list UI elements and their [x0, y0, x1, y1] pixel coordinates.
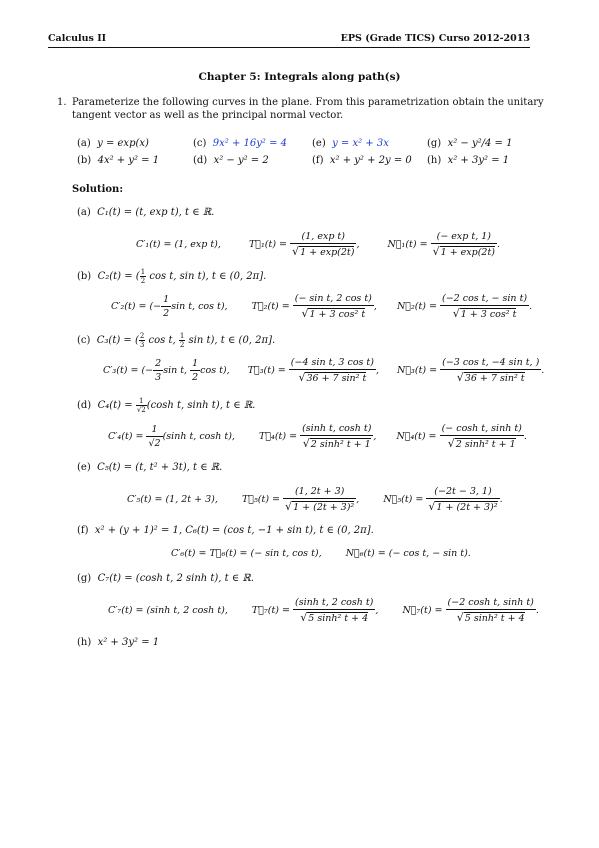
normal-fraction	[426, 486, 499, 513]
tangent-fraction	[300, 423, 373, 450]
solution-c-equations: C′₃(t) = (− $\frac{2}{3}$ sin t, $\frac{1}{2}$ cos t), T⃗₃(t) = $\frac{\text{(−4 sin t, 3 cos t)}}{\text{√36 + 7 sin² t}}$ , N⃗₃(t) = $\frac{\text{(−3 cos t, −4 sin t, )}}{\text{√36 + 7 sin² t}}$ .	[103, 357, 545, 384]
normal-lhs: N⃗₄(t) =	[396, 431, 437, 442]
sqrt-icon: √	[285, 500, 293, 513]
derivative-expr: C′₇(t) = (sinh t, 2 cosh t),	[108, 605, 228, 616]
sqrt-icon: √	[456, 611, 464, 624]
fraction-denominator: 1 + 3 cos² t	[309, 309, 366, 320]
exercise-statement-line2: tangent vector as well as the principal normal vector.	[72, 110, 344, 121]
fraction-denominator: 1 + (2t + 3)²	[293, 502, 355, 513]
fraction-numerator: (− exp t, 1)	[431, 231, 497, 244]
header-rule	[48, 47, 530, 48]
solution-b-equations: C′₂(t) = (− $\frac{1}{2}$ sin t, cos t), T⃗₂(t) = $\frac{\text{(− sin t, 2 cos t)}}{\text{√1 + 3 cos² t}}$ , N⃗₂(t) = $\frac{\text{(−2 cos t, − sin t)}}{\text{√1 + 3 cos² t}}$ .	[111, 293, 533, 320]
param-expr: (cosh t, sinh t), t ∈ ℝ.	[146, 400, 256, 411]
fraction-denominator: 1 + (2t + 3)²	[436, 502, 498, 513]
derivative-expr: (sinh t, cosh t),	[162, 431, 235, 442]
normal-fraction	[440, 357, 541, 384]
param-expr: C₅(t) = (t, t² + 3t), t ∈ ℝ.	[97, 462, 223, 473]
fraction-denominator: 36 + 7 sin² t	[464, 373, 525, 384]
sqrt-icon: √	[447, 437, 455, 450]
fraction-numerator: (sinh t, 2 cosh t)	[295, 597, 374, 608]
fraction-denominator: 5 sinh² t + 4	[308, 613, 369, 624]
tangent-expr: C′₆(t) = T⃗₆(t) = (− sin t, cos t),	[171, 548, 322, 559]
solution-b-param	[77, 268, 266, 285]
item-expr: x² − y²/4 = 1	[447, 138, 513, 149]
param-expr: sin t), t ∈ (0, 2π].	[188, 335, 276, 346]
sqrt-icon: √	[452, 307, 460, 320]
tangent-lhs: T⃗₅(t) =	[241, 494, 281, 505]
item-b	[77, 155, 159, 166]
param-expr: C₇(t) = (cosh t, 2 sinh t), t ∈ ℝ.	[97, 573, 254, 584]
fraction-denominator: 36 + 7 sin² t	[306, 373, 367, 384]
param-expr: C₁(t) = (t, exp t), t ∈ ℝ.	[97, 207, 215, 218]
fraction-numerator: (− sin t, 2 cos t)	[294, 293, 372, 304]
page-title: Chapter 5: Integrals along path(s)	[198, 71, 401, 83]
fraction-denominator: 1 + 3 cos² t	[460, 309, 517, 320]
tangent-lhs: T⃗₁(t) =	[248, 239, 288, 250]
derivative-prefix: C′₄(t) =	[108, 431, 144, 442]
item-expr: x² + y² + 2y = 0	[329, 155, 412, 166]
derivative-expr: C′₅(t) = (1, 2t + 3),	[127, 494, 218, 505]
two-thirds-fraction: $\frac{2}{3}$	[155, 358, 162, 383]
solution-c-param	[77, 332, 275, 349]
item-expr: y = exp(x)	[97, 138, 149, 149]
derivative-prefix: C′₂(t) = (−	[111, 301, 162, 312]
normal-fraction	[446, 597, 536, 624]
solution-g-param	[77, 573, 254, 584]
half-fraction: $\frac{1}{2}$	[192, 358, 199, 383]
solution-a-equations: C′₁(t) = (1, exp t), T⃗₁(t) = $\frac{\text{(1, exp t)}}{√1 + \exp(2t)}$ , N⃗₁(t) = $\frac{\text{(− exp t, 1)}}{√1 + \exp(2t)}$ .	[136, 231, 501, 258]
solution-label: (c)	[77, 335, 91, 346]
fraction-denominator: 2 sinh² t + 1	[455, 439, 516, 450]
solution-e-param	[77, 462, 222, 473]
item-label: (a)	[77, 138, 91, 149]
derivative-mid: sin t,	[163, 365, 188, 376]
solution-g-equations: C′₇(t) = (sinh t, 2 cosh t), T⃗₇(t) = $\frac{\text{(sinh t, 2 cosh t)}}{\text{√5 sinh² t + 4}}$ , N⃗₇(t) = $\frac{\text{(−2 cosh t, sinh t)}}{\text{√5 sinh² t + 4}}$ .	[108, 597, 539, 624]
inv-sqrt2-fraction: $\frac{1}{√2}$	[136, 397, 146, 414]
sqrt-icon: √	[298, 371, 306, 384]
param-mid: cos t,	[148, 335, 176, 346]
tangent-fraction	[289, 357, 376, 384]
solution-label: (d)	[77, 400, 92, 411]
solution-h	[77, 637, 159, 648]
inv-sqrt2-fraction: $\frac{1}{√2}$	[148, 424, 161, 449]
fraction-numerator: (−4 sin t, 3 cos t)	[290, 357, 374, 368]
item-h	[427, 155, 509, 166]
item-e	[312, 138, 389, 149]
param-prefix: C₄(t) =	[97, 400, 133, 411]
solution-f-equations	[171, 548, 471, 559]
fraction-numerator: (sinh t, cosh t)	[302, 423, 372, 434]
item-label: (f)	[312, 155, 324, 166]
normal-lhs: N⃗₃(t) =	[397, 365, 438, 376]
param-prefix: C₃(t) = (	[96, 335, 139, 346]
item-label: (d)	[193, 155, 208, 166]
derivative-prefix: C′₃(t) = (−	[103, 365, 154, 376]
sqrt-icon: √	[301, 307, 309, 320]
solution-e-equations: C′₅(t) = (1, 2t + 3), T⃗₅(t) = $\frac{(1, 2t + 3)}{\text{√1 + (2t + 3)²}}$ , N⃗₅(t) = $\frac{(-2t - 3, 1)}{\text{√1 + (2t + 3)²}}$ .	[127, 486, 503, 513]
normal-fraction	[440, 293, 529, 320]
sqrt-icon: √	[292, 245, 300, 258]
item-label: (g)	[427, 138, 442, 149]
item-expr: x² + 3y² = 1	[447, 155, 510, 166]
fraction-numerator: (−2 cos t, − sin t)	[442, 293, 528, 304]
item-d	[193, 155, 269, 166]
solution-label: (e)	[77, 462, 91, 473]
normal-fraction	[431, 231, 497, 258]
two-thirds-fraction: $\frac{2}{3}$	[139, 332, 145, 349]
tangent-fraction	[283, 486, 356, 513]
tangent-fraction	[290, 231, 356, 258]
tangent-lhs: T⃗₂(t) =	[251, 301, 290, 312]
derivative-expr: sin t, cos t),	[171, 301, 228, 312]
normal-lhs: N⃗₂(t) =	[396, 301, 437, 312]
param-expr: x² + 3y² = 1	[97, 637, 160, 648]
sqrt-icon: √	[302, 437, 310, 450]
sqrt-icon: √	[300, 611, 308, 624]
solution-label: (f)	[77, 525, 89, 536]
fraction-numerator: (−2 cosh t, sinh t)	[447, 597, 534, 608]
fraction-numerator: (1, 2t + 3)	[283, 486, 356, 499]
item-f	[312, 155, 412, 166]
half-fraction: $\frac{1}{2}$	[179, 332, 185, 349]
solution-label: (g)	[77, 573, 92, 584]
header-institution: EPS (Grade TICS) Curso 2012-2013	[340, 33, 530, 44]
normal-lhs: N⃗₅(t) =	[383, 494, 424, 505]
exercise-statement-line1: Parameterize the following curves in the plane. From this parametrization obtain the unitary	[72, 97, 544, 108]
tangent-fraction	[293, 293, 374, 320]
item-label: (h)	[427, 155, 442, 166]
normal-lhs: N⃗₁(t) =	[387, 239, 428, 250]
solution-heading: Solution:	[72, 184, 124, 195]
solution-f-param	[77, 525, 374, 536]
item-g	[427, 138, 512, 149]
fraction-numerator: (− cosh t, sinh t)	[441, 423, 522, 434]
solution-d-equations: C′₄(t) = $\frac{1}{√2}$ (sinh t, cosh t), T⃗₄(t) = $\frac{\text{(sinh t, cosh t)}}{\text{√2 sinh² t + 1}}$ , N⃗₄(t) = $\frac{\text{(− cosh t, sinh t)}}{\text{√2 sinh² t + 1}}$ .	[108, 423, 527, 450]
tangent-lhs: T⃗₄(t) =	[259, 431, 298, 442]
solution-label: (a)	[77, 207, 91, 218]
fraction-denominator: 1 + exp(2t)	[440, 247, 496, 258]
item-label: (b)	[77, 155, 92, 166]
derivative-expr: cos t),	[200, 365, 230, 376]
normal-fraction	[440, 423, 524, 450]
fraction-denominator: 5 sinh² t + 4	[464, 613, 525, 624]
half-fraction: $\frac{1}{2}$	[163, 294, 170, 319]
tangent-lhs: T⃗₃(t) =	[247, 365, 286, 376]
exercise-number: 1.	[57, 97, 67, 108]
sqrt-icon: √	[456, 371, 464, 384]
tangent-fraction	[293, 597, 375, 624]
item-expr: y = x² + 3x	[332, 138, 389, 149]
param-expr: x² + (y + 1)² = 1, C₆(t) = (cos t, −1 + sin t), t ∈ (0, 2π].	[94, 525, 374, 536]
param-expr: cos t, sin t), t ∈ (0, 2π].	[149, 271, 267, 282]
sqrt-icon: √	[432, 245, 440, 258]
normal-lhs: N⃗₇(t) =	[402, 605, 443, 616]
solution-a-param	[77, 207, 214, 218]
header-course: Calculus II	[48, 33, 107, 44]
item-label: (c)	[193, 138, 207, 149]
item-c	[193, 138, 287, 149]
half-fraction: $\frac{1}{2}$	[140, 268, 146, 285]
item-a	[77, 138, 149, 149]
fraction-denominator: 2 sinh² t + 1	[310, 439, 371, 450]
solution-label: (h)	[77, 637, 92, 648]
fraction-denominator: 1 + exp(2t)	[300, 247, 355, 258]
fraction-numerator: (1, exp t)	[290, 231, 356, 244]
solution-d-param	[77, 397, 255, 414]
derivative-expr: C′₁(t) = (1, exp t),	[136, 239, 221, 250]
fraction-numerator: (−2t − 3, 1)	[426, 486, 499, 499]
solution-label: (b)	[77, 271, 92, 282]
param-prefix: C₂(t) = (	[97, 271, 140, 282]
item-expr: x² − y² = 2	[213, 155, 269, 166]
item-label: (e)	[312, 138, 326, 149]
sqrt-icon: √	[428, 500, 436, 513]
item-expr: 4x² + y² = 1	[97, 155, 160, 166]
item-expr: 9x² + 16y² = 4	[212, 138, 287, 149]
fraction-numerator: (−3 cos t, −4 sin t, )	[442, 357, 540, 368]
normal-expr: N⃗₆(t) = (− cos t, − sin t).	[345, 548, 471, 559]
tangent-lhs: T⃗₇(t) =	[251, 605, 290, 616]
